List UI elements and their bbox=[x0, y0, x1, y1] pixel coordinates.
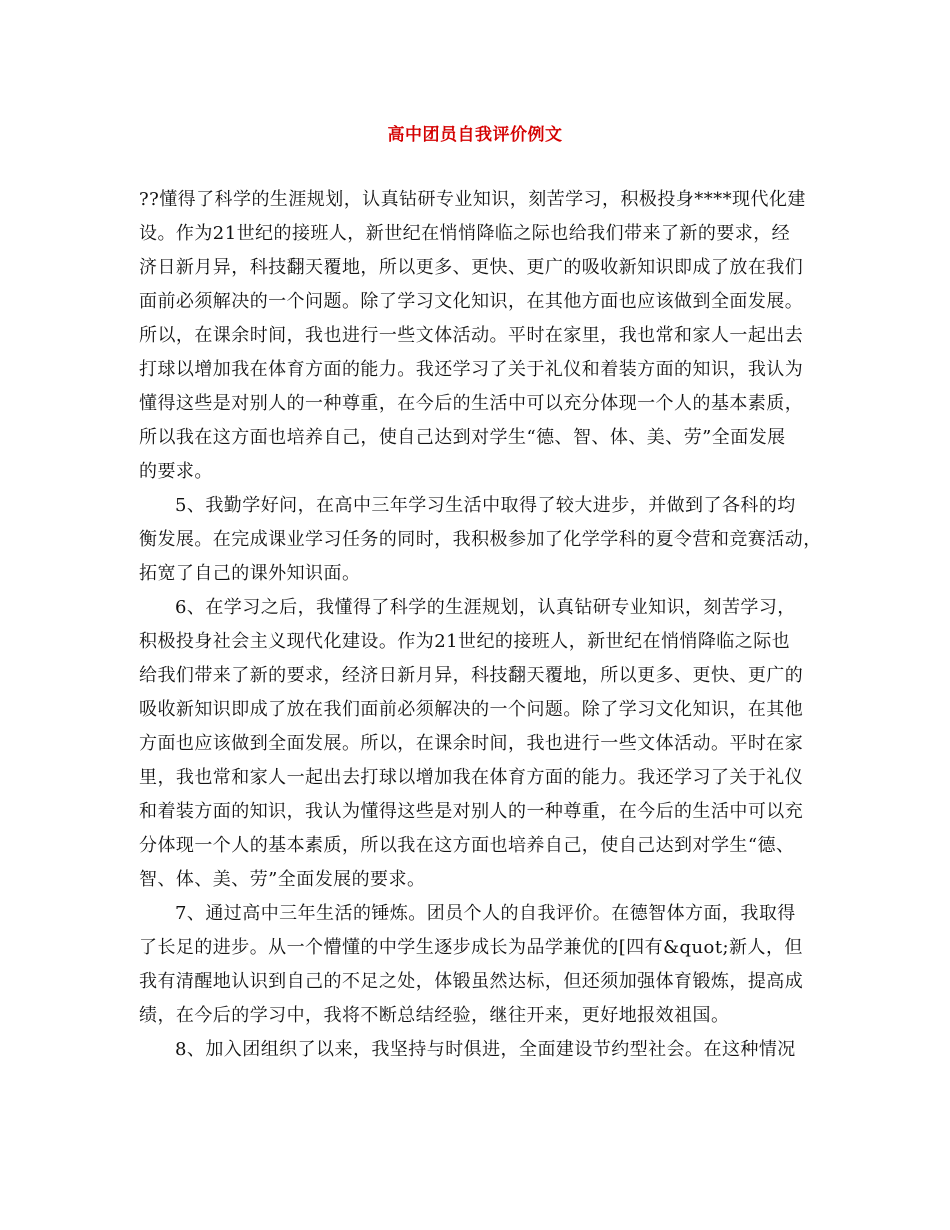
text-line: ??懂得了科学的生涯规划，认真钻研专业知识，刻苦学习，积极投身****现代化建 bbox=[139, 189, 806, 210]
text-line: 和着装方面的知识，我认为懂得这些是对别人的一种尊重，在今后的生活中可以充 bbox=[139, 801, 804, 822]
text-line: 面前必须解决的一个问题。除了学习文化知识，在其他方面也应该做到全面发展。 bbox=[139, 291, 804, 312]
text-line: 8、加入团组织了以来，我坚持与时俱进，全面建设节约型社会。在这种情况 bbox=[175, 1039, 796, 1060]
text-line: 衡发展。在完成课业学习任务的同时，我积极参加了化学学科的夏令营和竞赛活动， bbox=[139, 529, 822, 550]
document-title: 高中团员自我评价例文 bbox=[387, 125, 563, 145]
text-line: 了长足的进步。从一个懵懂的中学生逐步成长为品学兼优的[四有&quot;新人，但 bbox=[139, 937, 803, 958]
document-body bbox=[139, 183, 829, 1067]
paragraph-1 bbox=[139, 183, 829, 489]
text-line: 5、我勤学好问，在高中三年学习生活中取得了较大进步，并做到了各科的均 bbox=[175, 495, 796, 516]
paragraph-2 bbox=[139, 489, 829, 591]
text-line: 给我们带来了新的要求，经济日新月异，科技翻天覆地，所以更多、更快、更广的 bbox=[139, 665, 804, 686]
paragraph-4 bbox=[139, 897, 829, 1033]
text-line: 积极投身社会主义现代化建设。作为21世纪的接班人，新世纪在悄悄降临之际也 bbox=[139, 631, 791, 652]
text-line: 所以，在课余时间，我也进行一些文体活动。平时在家里，我也常和家人一起出去 bbox=[139, 325, 804, 346]
text-line: 7、通过高中三年生活的锤炼。团员个人的自我评价。在德智体方面，我取得 bbox=[175, 903, 796, 924]
text-line: 拓宽了自己的课外知识面。 bbox=[139, 563, 361, 584]
text-line: 的要求。 bbox=[139, 461, 213, 482]
text-line: 智、体、美、劳”全面发展的要求。 bbox=[139, 869, 426, 890]
paragraph-3 bbox=[139, 591, 829, 897]
text-line: 济日新月异，科技翻天覆地，所以更多、更快、更广的吸收新知识即成了放在我们 bbox=[139, 257, 804, 278]
text-line: 我有清醒地认识到自己的不足之处，体锻虽然达标，但还须加强体育锻炼，提高成 bbox=[139, 971, 804, 992]
text-line: 里，我也常和家人一起出去打球以增加我在体育方面的能力。我还学习了关于礼仪 bbox=[139, 767, 804, 788]
text-line: 设。作为21世纪的接班人，新世纪在悄悄降临之际也给我们带来了新的要求，经 bbox=[139, 223, 791, 244]
text-line: 所以我在这方面也培养自己，使自己达到对学生“德、智、体、美、劳”全面发展 bbox=[139, 427, 786, 448]
paragraph-5 bbox=[139, 1033, 829, 1067]
text-line: 绩，在今后的学习中，我将不断总结经验，继往开来，更好地报效祖国。 bbox=[139, 1005, 730, 1026]
text-line: 打球以增加我在体育方面的能力。我还学习了关于礼仪和着装方面的知识，我认为 bbox=[139, 359, 804, 380]
text-line: 方面也应该做到全面发展。所以，在课余时间，我也进行一些文体活动。平时在家 bbox=[139, 733, 804, 754]
text-line: 吸收新知识即成了放在我们面前必须解决的一个问题。除了学习文化知识，在其他 bbox=[139, 699, 804, 720]
text-line: 分体现一个人的基本素质，所以我在这方面也培养自己，使自己达到对学生“德、 bbox=[139, 835, 795, 856]
text-line: 懂得这些是对别人的一种尊重，在今后的生活中可以充分体现一个人的基本素质， bbox=[139, 393, 804, 414]
text-line: 6、在学习之后，我懂得了科学的生涯规划，认真钻研专业知识，刻苦学习， bbox=[175, 597, 796, 618]
